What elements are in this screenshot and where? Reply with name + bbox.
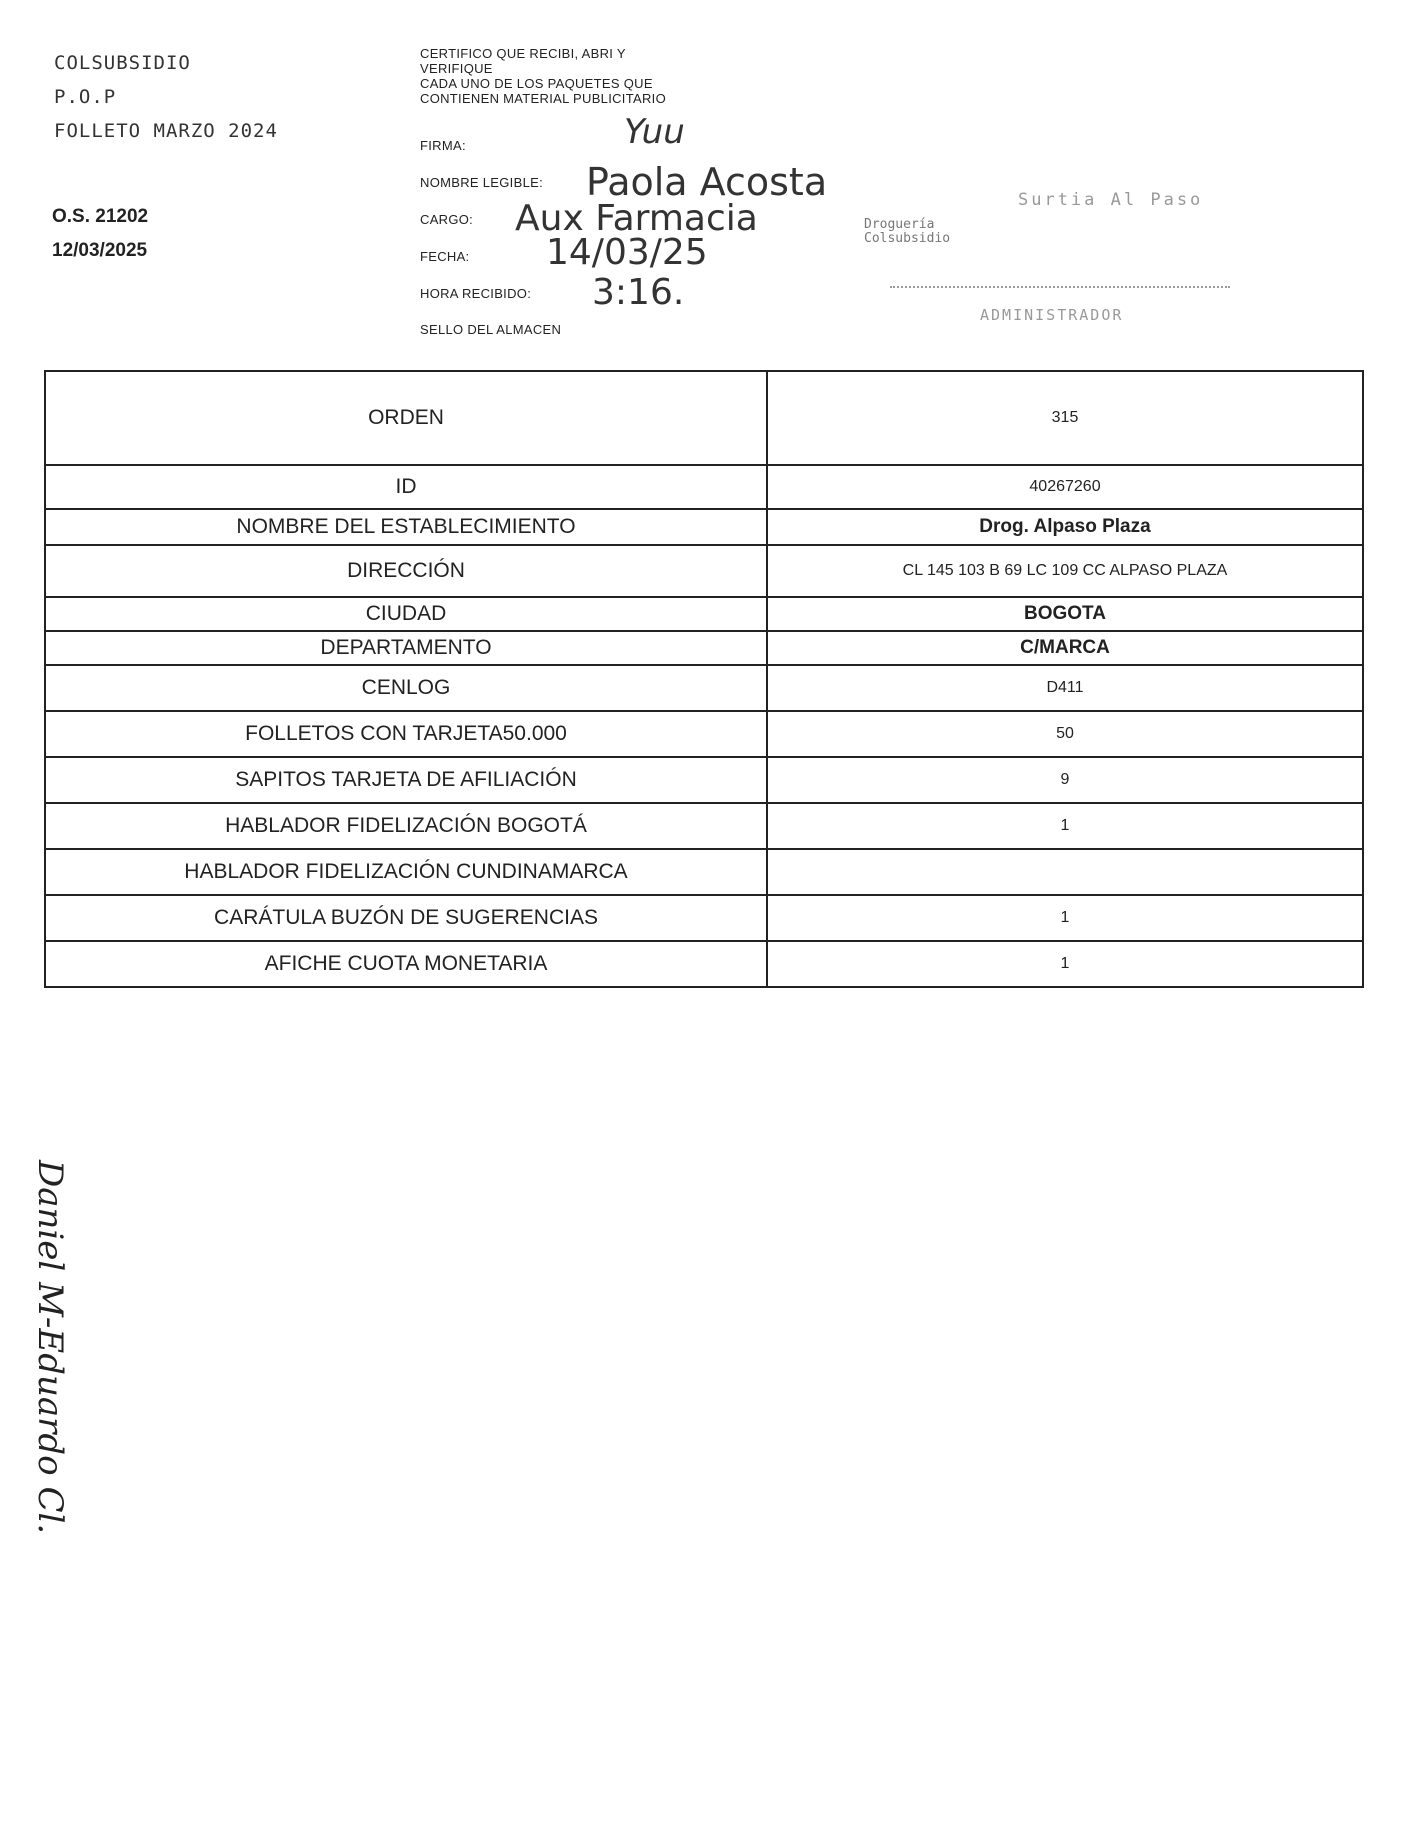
table-row	[45, 803, 1363, 849]
stamp-role: ADMINISTRADOR	[980, 306, 1124, 324]
table-row	[45, 545, 1363, 597]
row-value: BOGOTA	[767, 597, 1363, 631]
hora-label: HORA RECIBIDO:	[420, 286, 532, 301]
row-value: 40267260	[767, 465, 1363, 509]
row-label: AFICHE CUOTA MONETARIA	[45, 941, 767, 987]
service-order-number: O.S. 21202	[52, 206, 149, 227]
company-name: COLSUBSIDIO	[54, 52, 191, 74]
row-label: CARÁTULA BUZÓN DE SUGERENCIAS	[45, 895, 767, 941]
cert-line-2: VERIFIQUE	[420, 61, 493, 76]
pop-label: P.O.P	[54, 86, 117, 108]
table-row	[45, 757, 1363, 803]
table-row	[45, 597, 1363, 631]
sello-label: SELLO DEL ALMACEN	[420, 322, 562, 337]
delivery-table	[44, 370, 1364, 988]
signature: Yuu	[624, 112, 685, 152]
row-value: CL 145 103 B 69 LC 109 CC ALPASO PLAZA	[767, 545, 1363, 597]
firma-label: FIRMA:	[420, 138, 466, 153]
row-value: 315	[767, 371, 1363, 465]
cert-line-4: CONTIENEN MATERIAL PUBLICITARIO	[420, 91, 666, 106]
table-row	[45, 665, 1363, 711]
table-row	[45, 465, 1363, 509]
row-label: SAPITOS TARJETA DE AFILIACIÓN	[45, 757, 767, 803]
service-order-block	[52, 200, 148, 268]
row-label: ORDEN	[45, 371, 767, 465]
row-value: 9	[767, 757, 1363, 803]
row-label: DIRECCIÓN	[45, 545, 767, 597]
handwritten-name: Paola Acosta	[586, 160, 828, 204]
row-value: D411	[767, 665, 1363, 711]
row-value: Drog. Alpaso Plaza	[767, 509, 1363, 545]
header-company-block	[54, 46, 384, 148]
nombre-label: NOMBRE LEGIBLE:	[420, 175, 543, 190]
fecha-label: FECHA:	[420, 249, 470, 264]
row-value: 1	[767, 895, 1363, 941]
handwritten-side-note: Daniel M-Eduardo Cl.	[30, 1160, 70, 1535]
table-row	[45, 711, 1363, 757]
row-label: DEPARTAMENTO	[45, 631, 767, 665]
table-row	[45, 895, 1363, 941]
row-value: 50	[767, 711, 1363, 757]
handwritten-cargo: Aux Farmacia	[515, 198, 758, 239]
row-label: NOMBRE DEL ESTABLECIMIENTO	[45, 509, 767, 545]
row-label: FOLLETOS CON TARJETA50.000	[45, 711, 767, 757]
service-order-date: 12/03/2025	[52, 240, 148, 261]
certification-text	[420, 46, 780, 106]
table-row	[45, 849, 1363, 895]
stamp-store-name: Surtia Al Paso	[1018, 190, 1204, 210]
table-row	[45, 509, 1363, 545]
row-value: 1	[767, 941, 1363, 987]
row-label: HABLADOR FIDELIZACIÓN CUNDINAMARCA	[45, 849, 767, 895]
stamp-brand: Droguería Colsubsidio	[864, 217, 951, 246]
table-row	[45, 941, 1363, 987]
handwritten-fecha: 14/03/25	[546, 232, 708, 273]
brochure-title: FOLLETO MARZO 2024	[54, 120, 278, 142]
row-value	[767, 849, 1363, 895]
row-label: CIUDAD	[45, 597, 767, 631]
row-value: C/MARCA	[767, 631, 1363, 665]
handwritten-hora: 3:16.	[592, 272, 685, 313]
row-label: HABLADOR FIDELIZACIÓN BOGOTÁ	[45, 803, 767, 849]
cargo-label: CARGO:	[420, 212, 474, 227]
cert-line-1: CERTIFICO QUE RECIBI, ABRI Y	[420, 46, 626, 61]
table-row	[45, 631, 1363, 665]
table-row	[45, 371, 1363, 465]
stamp-signature-line	[890, 286, 1230, 288]
row-label: ID	[45, 465, 767, 509]
cert-line-3: CADA UNO DE LOS PAQUETES QUE	[420, 76, 653, 91]
row-label: CENLOG	[45, 665, 767, 711]
row-value: 1	[767, 803, 1363, 849]
